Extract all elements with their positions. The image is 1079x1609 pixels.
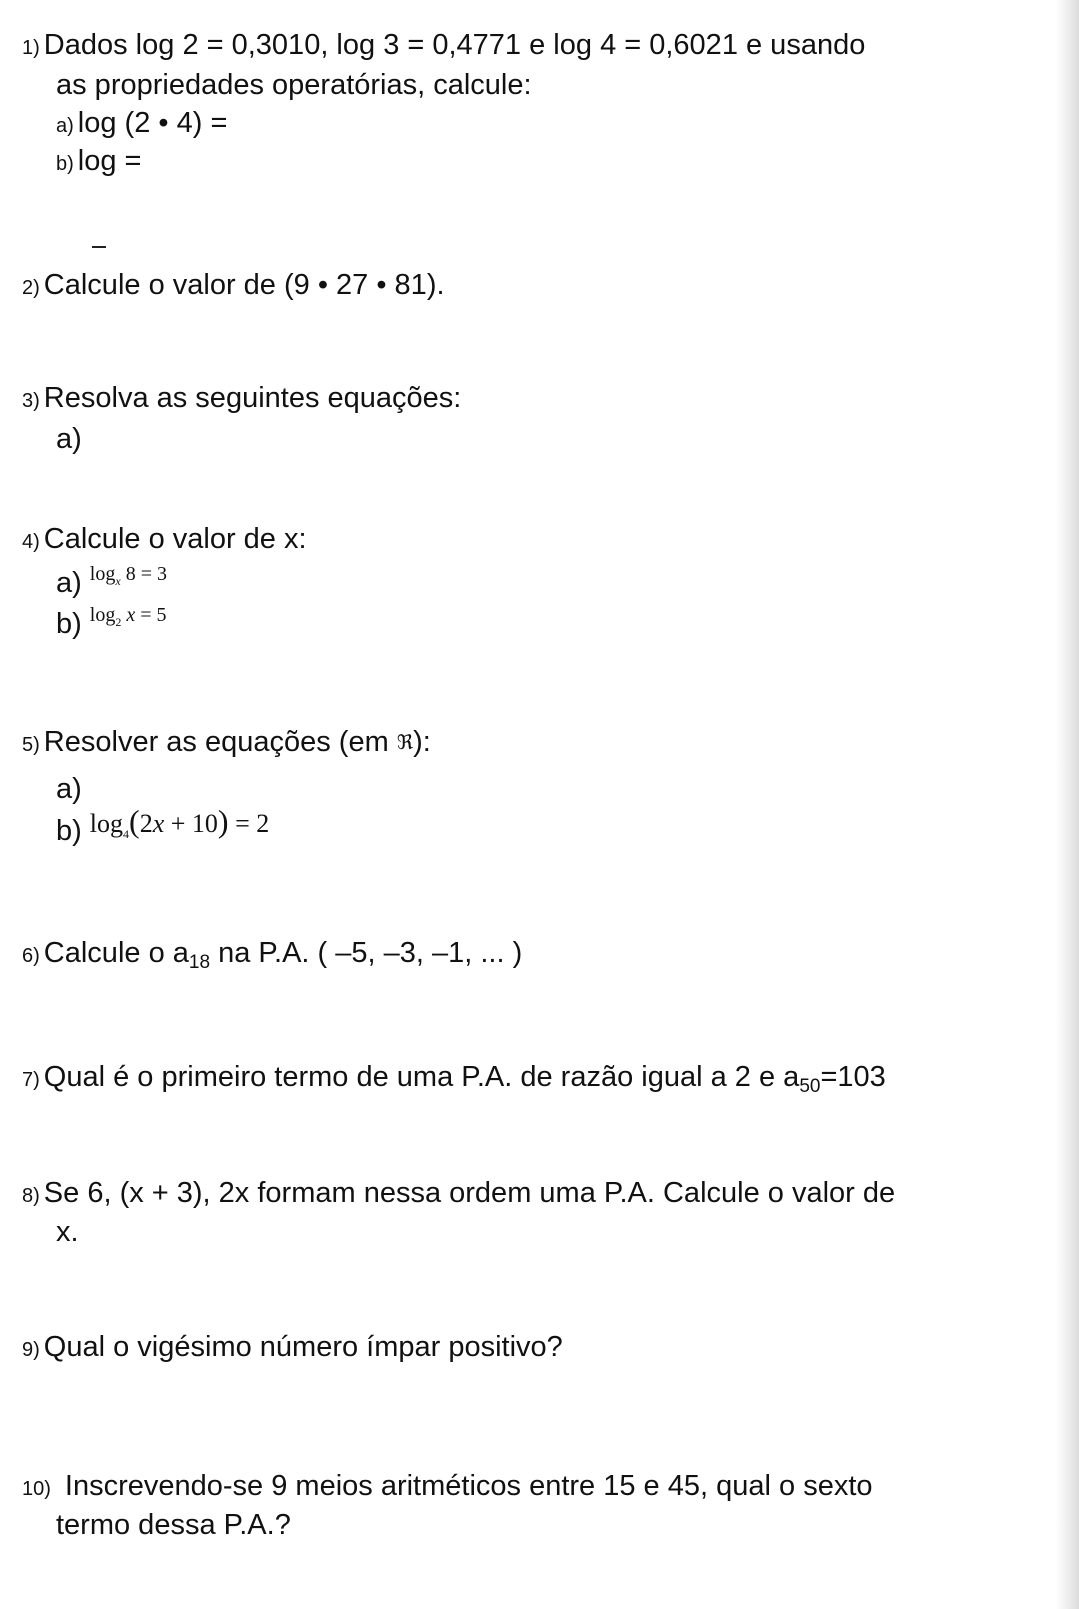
question-4-number: 4)	[22, 531, 40, 553]
question-8-line-2: x.	[56, 1216, 79, 1248]
question-4b-label: b)	[56, 608, 82, 640]
question-5a-label: a)	[56, 773, 82, 805]
question-4b	[56, 604, 167, 651]
question-3-text: Resolva as seguintes equações:	[43, 382, 462, 414]
question-1a	[56, 106, 227, 143]
question-2-number: 2)	[22, 277, 40, 299]
question-6-text-post: na P.A. ( –5, –3, –1, ... )	[218, 937, 523, 969]
question-10	[22, 1469, 873, 1506]
inner-variable: x	[152, 809, 165, 838]
question-7	[22, 1060, 886, 1104]
question-8	[22, 1176, 895, 1213]
fraction-bar-remnant	[92, 246, 106, 248]
log-base: 2	[115, 615, 122, 629]
log-symbol: log	[89, 604, 116, 626]
question-7-text-post: =103	[820, 1061, 886, 1093]
question-7-number: 7)	[22, 1069, 40, 1091]
equation-rest: 8 = 3	[125, 563, 167, 585]
question-1	[22, 28, 865, 65]
question-1-line-1: Dados log 2 = 0,3010, log 3 = 0,4771 e log 4 = 0,6021 e usando	[43, 29, 866, 61]
question-6-number: 6)	[22, 945, 40, 967]
page-edge-shadow	[1055, 0, 1079, 1609]
inner-rest: + 10	[170, 809, 218, 838]
question-9	[22, 1330, 563, 1367]
log-base: x	[115, 574, 121, 588]
term-index: 18	[188, 952, 211, 973]
question-6	[22, 936, 522, 980]
question-1b-label: b)	[56, 153, 74, 175]
question-5b-equation	[89, 803, 270, 842]
question-5-text-pre: Resolver as equações (em	[43, 726, 389, 758]
question-3a-label: a)	[56, 423, 82, 455]
log-base: 4	[123, 827, 130, 842]
question-6-text-pre: Calcule o a	[43, 937, 189, 969]
question-9-text: Qual o vigésimo número ímpar positivo?	[43, 1331, 563, 1363]
question-9-number: 9)	[22, 1339, 40, 1361]
question-4a-equation	[89, 563, 167, 588]
question-5	[22, 725, 431, 762]
question-1-line-2: as propriedades operatórias, calcule:	[56, 69, 532, 101]
real-numbers-symbol: ℜ	[396, 730, 414, 754]
question-10-line-2: termo dessa P.A.?	[56, 1509, 291, 1541]
equation-rest: = 5	[140, 604, 167, 626]
question-3	[22, 381, 461, 418]
question-8-number: 8)	[22, 1185, 40, 1207]
question-2	[22, 268, 445, 305]
close-paren: )	[217, 803, 229, 839]
question-10-number: 10)	[22, 1478, 51, 1500]
log-symbol: log	[89, 809, 124, 838]
question-5b-label: b)	[56, 815, 82, 847]
open-paren: (	[129, 803, 140, 839]
question-1b	[56, 144, 142, 181]
question-1b-text: log =	[77, 145, 142, 177]
question-8-line-1: Se 6, (x + 3), 2x formam nessa ordem uma P.A. Calcule o valor de	[43, 1177, 896, 1209]
question-1a-text: log (2 • 4) =	[77, 107, 228, 139]
question-4-text: Calcule o valor de x:	[43, 523, 307, 555]
question-7-text-pre: Qual é o primeiro termo de uma P.A. de razão igual a 2 e a	[43, 1061, 800, 1093]
equation-variable: x	[126, 604, 136, 626]
question-2-text: Calcule o valor de (9 • 27 • 81).	[43, 269, 445, 301]
question-4b-equation	[89, 604, 167, 629]
question-1-number: 1)	[22, 37, 40, 59]
question-4	[22, 522, 307, 559]
question-3-number: 3)	[22, 390, 40, 412]
question-5b	[56, 803, 270, 859]
question-1a-label: a)	[56, 115, 74, 137]
question-4a-label: a)	[56, 567, 82, 599]
log-symbol: log	[89, 563, 116, 585]
term-index: 50	[799, 1076, 821, 1097]
inner-coefficient: 2	[139, 809, 153, 838]
equation-rest: = 2	[235, 809, 270, 838]
question-10-line-1: Inscrevendo-se 9 meios aritméticos entre 15 e 45, qual o sexto	[64, 1470, 873, 1502]
question-5-number: 5)	[22, 734, 40, 756]
question-5-text-post: ):	[413, 726, 431, 758]
